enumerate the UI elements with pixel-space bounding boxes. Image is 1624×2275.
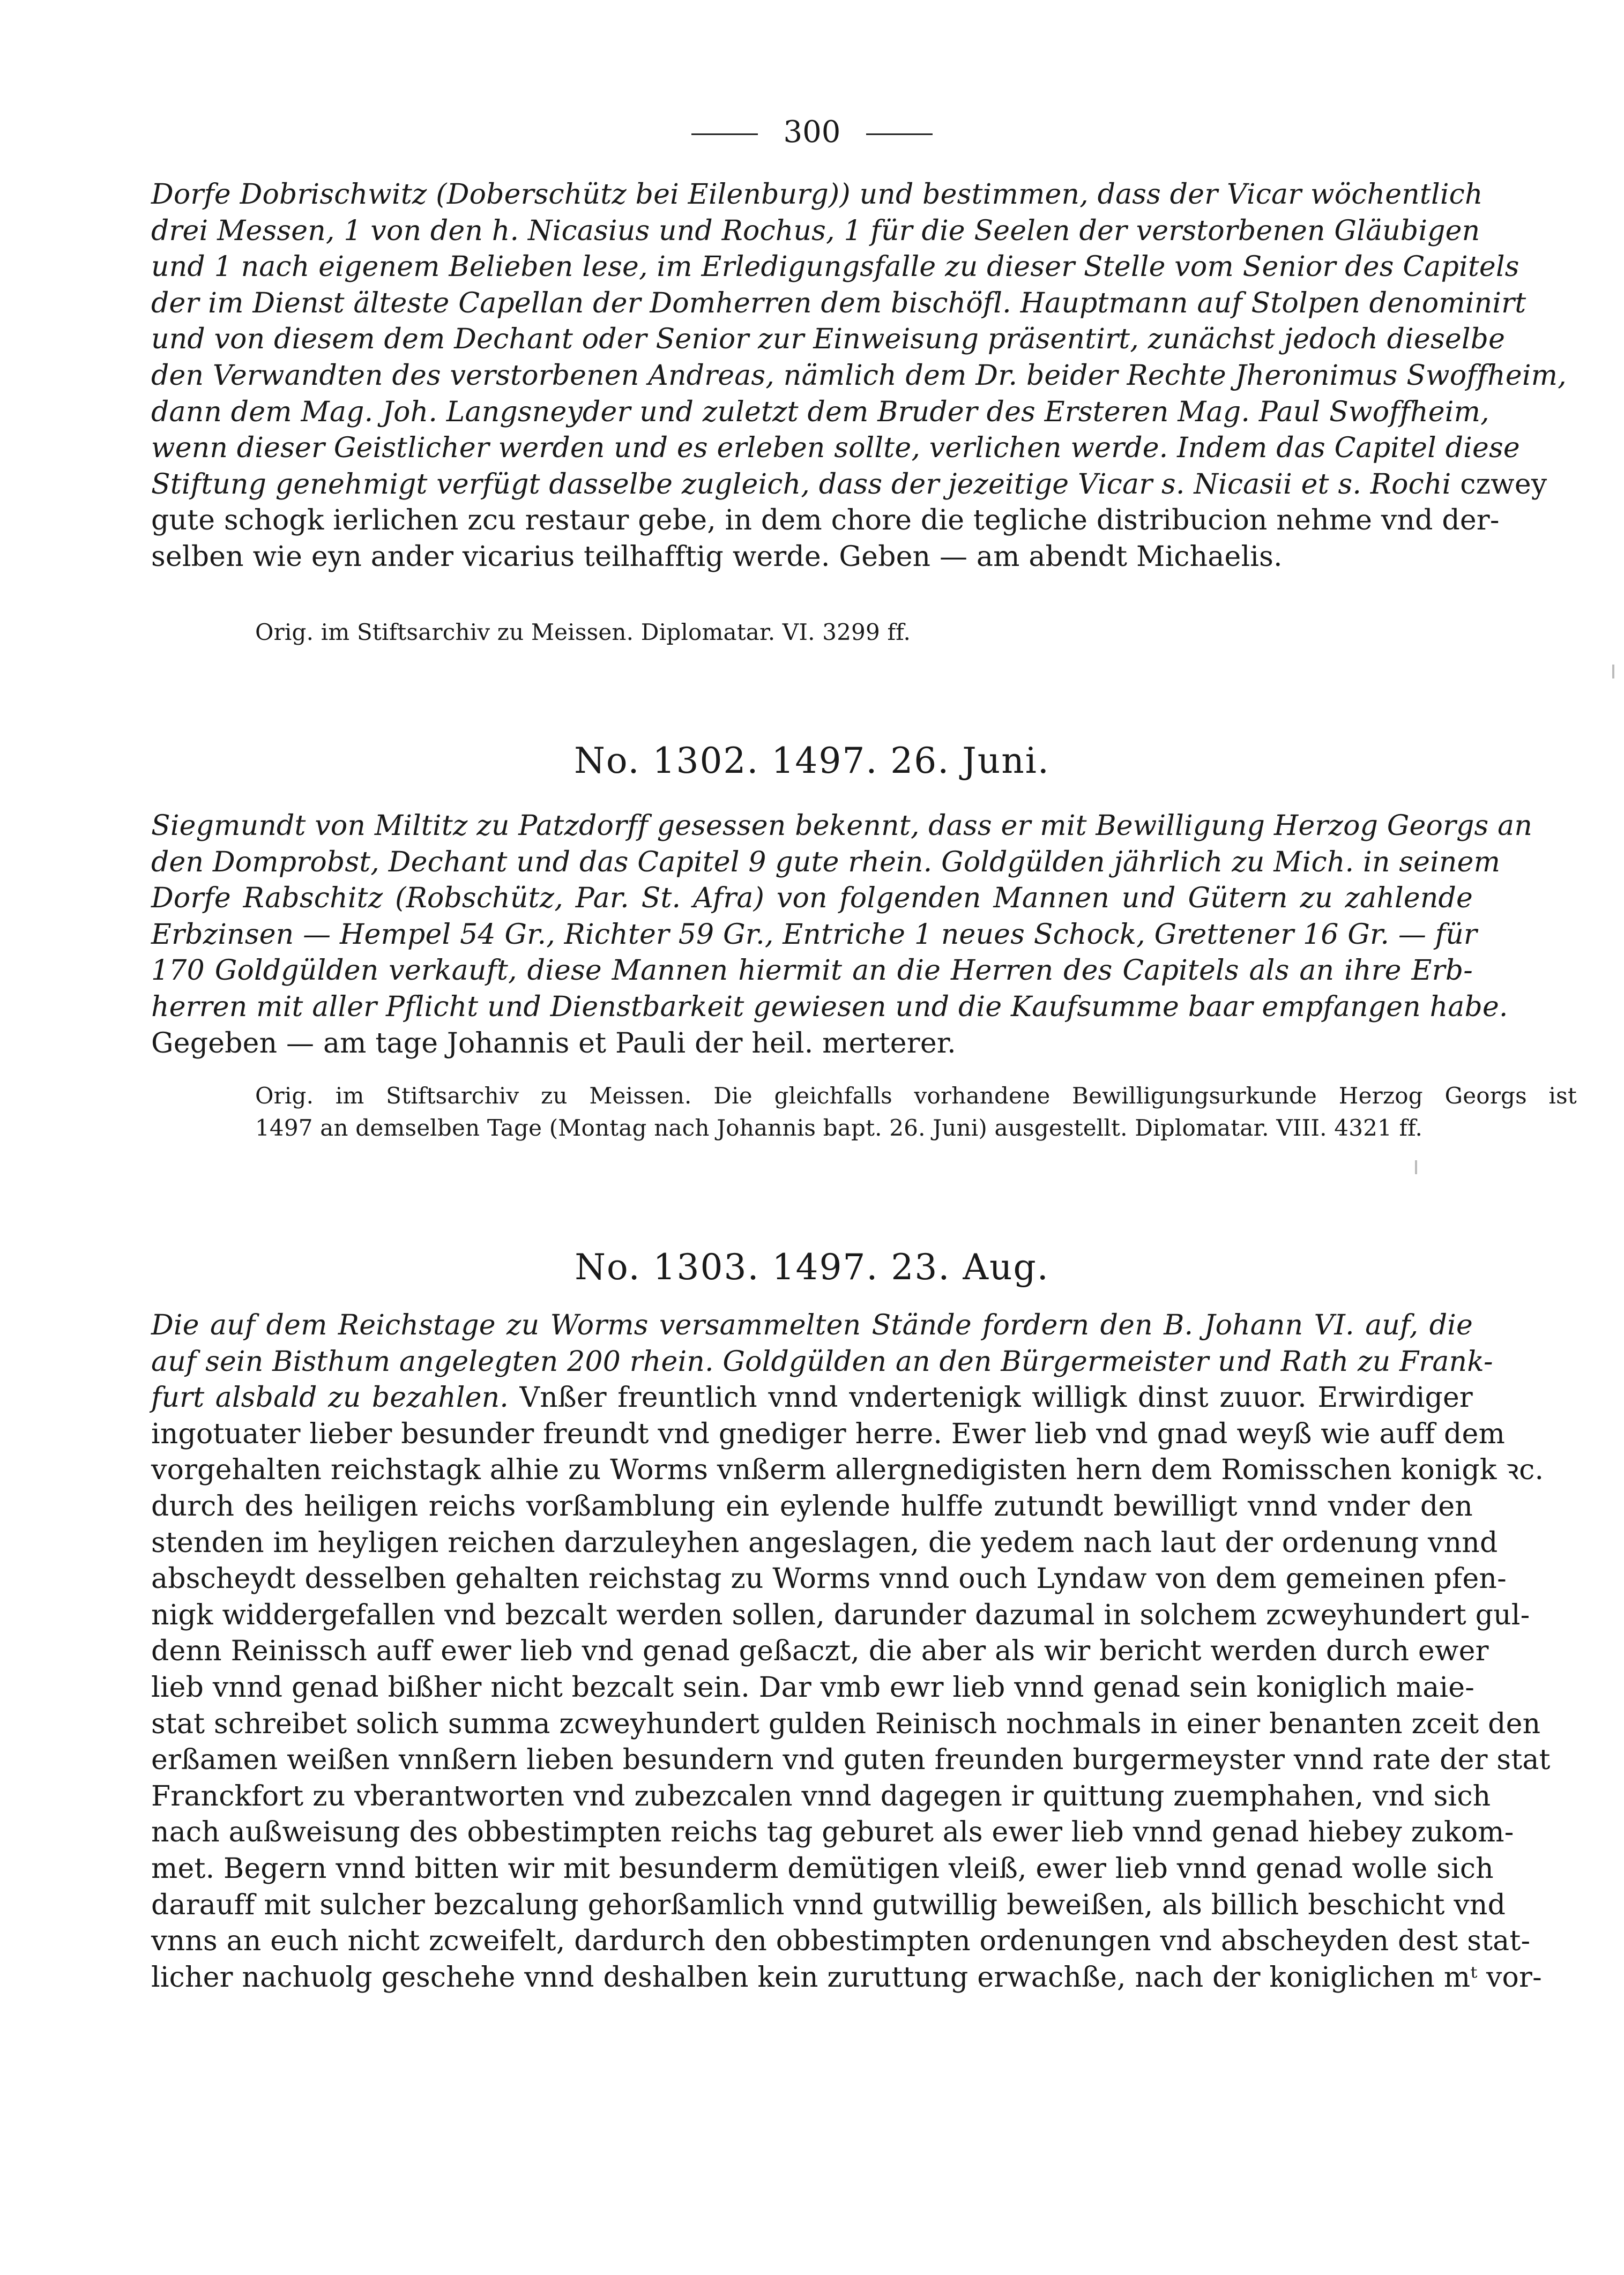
- text-line-mixed: [151, 1380, 1473, 1416]
- rule-right: [866, 133, 933, 135]
- text-line: den Domprobst, Dechant und das Capitel 9 gute rhein. Goldgülden jährlich zu Mich. in seinem: [151, 846, 1501, 878]
- text-line: stenden im heyligen reichen darzuleyhen angeslagen, die yedem nach laut der ordenung vnnd: [151, 1526, 1498, 1559]
- text-line: Gegeben — am tage Johannis et Pauli der heil. merterer.: [151, 1027, 956, 1060]
- note-line: Orig. im Stiftsarchiv zu Meissen. Die gleichfalls vorhandene Bewilligungsurkunde Herzog Georgs ist: [255, 1083, 1577, 1109]
- text-line: selben wie eyn ander vicarius teilhafftig werde. Geben — am abendt Michaelis.: [151, 540, 1283, 573]
- margin-mark: [1415, 1160, 1417, 1174]
- source-note: [151, 616, 1577, 648]
- margin-mark: [1612, 665, 1614, 678]
- text-line: darauff mit sulcher bezcalung gehorßamlich vnnd gutwillig beweißen, als billich beschicht vnd: [151, 1889, 1506, 1921]
- entry-heading-1302: No. 1302. 1497. 26. Juni.: [574, 740, 1050, 781]
- text-line: met. Begern vnnd bitten wir mit besunderm demütigen vleiß, ewer lieb vnnd genad wolle sich: [151, 1852, 1494, 1885]
- text-line: 170 Goldgülden verkauft, diese Mannen hiermit an die Herren des Capitels als an ihre Erb-: [151, 954, 1473, 987]
- text-line: wenn dieser Geistlicher werden und es erleben sollte, verlichen werde. Indem das Capitel diese: [151, 432, 1520, 465]
- text-line: Franckfort zu vberantworten vnd zubezcalen vnnd dagegen ir quittung zuemphahen, vnd sich: [151, 1780, 1491, 1812]
- text-line: gute schogk ierlichen zcu restaur gebe, in dem chore die tegliche distribucion nehme vnd der-: [151, 504, 1500, 537]
- text-line: lieb vnnd genad bißher nicht bezcalt sein. Dar vmb ewr lieb vnnd genad sein koniglich maie-: [151, 1671, 1475, 1704]
- quoted-text: Vnßer freuntlich vnnd vndertenigk willigk dinst zuuor. Erwirdiger: [509, 1382, 1473, 1414]
- regest-text: furt alsbald zu bezahlen.: [151, 1382, 509, 1414]
- note-line: Orig. im Stiftsarchiv zu Meissen. Diplomatar. VI. 3299 ff.: [255, 619, 911, 645]
- page-number-header: [0, 114, 1624, 151]
- text-line: Dorfe Rabschitz (Robschütz, Par. St. Afra) von folgenden Mannen und Gütern zu zahlende: [151, 882, 1473, 915]
- regest-text: Stiftung genehmigt verfügt dasselbe zugleich, dass der jezeitige Vicar s. Nicasii et s. Rochi: [151, 468, 1451, 501]
- text-line: ingotuater lieber besunder freundt vnd gnediger herre. Ewer lieb vnd gnad weyß wie auff dem: [151, 1418, 1506, 1450]
- text-line: dann dem Mag. Joh. Langsneyder und zuletzt dem Bruder des Ersteren Mag. Paul Swoffheim,: [151, 396, 1489, 428]
- text-line: herren mit aller Pflicht und Dienstbarkeit gewiesen und die Kaufsumme baar empfangen habe.: [151, 990, 1508, 1023]
- continued-regest: [151, 177, 1567, 576]
- quoted-text: czwey: [1451, 468, 1547, 501]
- text-line: licher nachuolg geschehe vnnd deshalben kein zuruttung erwachße, nach der koniglichen mᵗ vor-: [151, 1961, 1542, 1994]
- note-line: 1497 an demselben Tage (Montag nach Johannis bapt. 26. Juni) ausgestellt. Diplomatar. VIII. 4321 ff.: [255, 1115, 1423, 1141]
- text-line: und 1 nach eigenem Belieben lese, im Erledigungsfalle zu dieser Stelle vom Senior des Capitels: [151, 251, 1519, 284]
- text-line: und von diesem dem Dechant oder Senior zur Einweisung präsentirt, zunächst jedoch dieselbe: [151, 323, 1506, 356]
- text-line: durch des heiligen reichs vorßamblung ein eylende hulffe zutundt bewilligt vnnd vnder den: [151, 1490, 1473, 1523]
- text-line: stat schreibet solich summa zcweyhundert gulden Reinisch nochmals in einer benanten zceit den: [151, 1707, 1541, 1740]
- text-line: Dorfe Dobrischwitz (Doberschütz bei Eilenburg)) und bestimmen, dass der Vicar wöchentlich: [151, 178, 1483, 211]
- text-line: nigk widdergefallen vnd bezcalt werden sollen, darunder dazumal in solchem zcweyhundert gul-: [151, 1599, 1530, 1631]
- rule-left: [691, 133, 758, 135]
- text-line: der im Dienst älteste Capellan der Domherren dem bischöfl. Hauptmann auf Stolpen denominirt: [151, 287, 1526, 319]
- text-line-mixed: [151, 467, 1547, 503]
- entry-heading-1303: No. 1303. 1497. 23. Aug.: [575, 1247, 1049, 1288]
- entry-1302-text: [151, 808, 1533, 1062]
- text-line: denn Reinissch auff ewer lieb vnd genad geßaczt, die aber als wir bericht werden durch ewer: [151, 1635, 1489, 1668]
- text-line: erßamen weißen vnnßern lieben besundern vnd guten freunden burgermeyster vnnd rate der stat: [151, 1744, 1551, 1777]
- text-line: vorgehalten reichstagk alhie zu Worms vnßerm allergnedigisten hern dem Romisschen konigk ꝛc.: [151, 1454, 1544, 1487]
- text-line: vnns an euch nicht zcweifelt, dardurch den obbestimpten ordenungen vnd abscheyden dest stat-: [151, 1925, 1531, 1958]
- text-line: auf sein Bisthum angelegten 200 rhein. Goldgülden an den Bürgermeister und Rath zu Frank-: [151, 1345, 1493, 1378]
- source-note: [151, 1080, 1577, 1144]
- text-line: nach außweisung des obbestimpten reichs tag geburet als ewer lieb vnnd genad hiebey zukom-: [151, 1816, 1514, 1849]
- page-number: 300: [783, 115, 841, 150]
- text-line: Erbzinsen — Hempel 54 Gr., Richter 59 Gr., Entriche 1 neues Schock, Grettener 16 Gr. — für: [151, 918, 1477, 951]
- text-line: Siegmundt von Miltitz zu Patzdorff gesessen bekennt, dass er mit Bewilligung Herzog Georgs an: [151, 810, 1533, 842]
- text-line: drei Messen, 1 von den h. Nicasius und Rochus, 1 für die Seelen der verstorbenen Gläubigen: [151, 214, 1480, 247]
- entry-1303-text: [151, 1308, 1551, 1996]
- text-line: den Verwandten des verstorbenen Andreas, nämlich dem Dr. beider Rechte Jheronimus Swoffheim,: [151, 359, 1567, 392]
- text-line: Die auf dem Reichstage zu Worms versammelten Stände fordern den B. Johann VI. auf, die: [151, 1309, 1473, 1341]
- text-line: abscheydt desselben gehalten reichstag zu Worms vnnd ouch Lyndaw von dem gemeinen pfen-: [151, 1563, 1507, 1595]
